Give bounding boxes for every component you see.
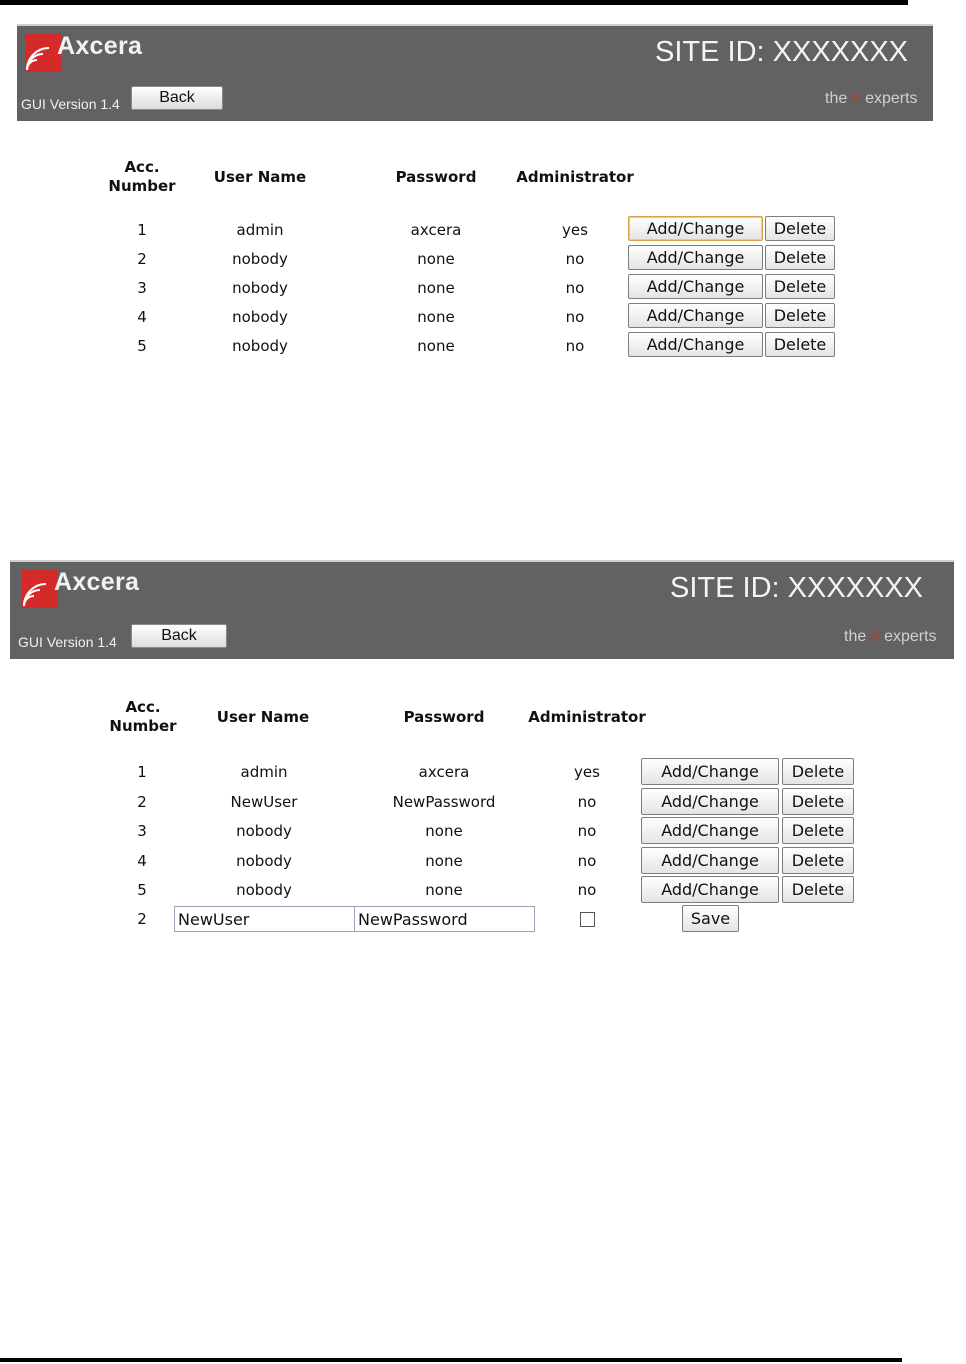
axcera-logo	[22, 570, 139, 608]
column-header-password: Password	[403, 708, 485, 726]
delete-button[interactable]: Delete	[765, 216, 835, 241]
add-change-button[interactable]: Add/Change	[628, 245, 763, 270]
password-cell: axcera	[418, 763, 470, 781]
brand-name: Axcera	[54, 568, 140, 596]
gui-version: GUI Version 1.4	[21, 96, 120, 112]
delete-button[interactable]: Delete	[782, 876, 854, 903]
save-button[interactable]: Save	[682, 905, 739, 932]
axcera-logo-icon	[22, 570, 58, 608]
tagline-mark: #	[851, 90, 861, 107]
administrator-cell: no	[577, 793, 597, 811]
user-name-cell: admin	[236, 221, 284, 239]
administrator-checkbox[interactable]	[580, 912, 595, 927]
acc-number-cell: 1	[137, 221, 147, 239]
administrator-cell: no	[577, 881, 597, 899]
brand-name: Axcera	[57, 32, 143, 60]
column-header-user-name: User Name	[216, 708, 310, 726]
app-header	[17, 24, 933, 121]
user-name-cell: NewUser	[230, 793, 298, 811]
acc-number-cell: 2	[137, 250, 147, 268]
column-header-password: Password	[395, 168, 477, 186]
password-cell: none	[425, 881, 463, 899]
column-header-acc-number	[102, 158, 182, 196]
user-name-cell: nobody	[236, 852, 292, 870]
column-header-acc-line2: Number	[108, 177, 176, 195]
column-header-user-name: User Name	[213, 168, 307, 186]
user-name-cell: nobody	[232, 279, 288, 297]
column-header-administrator: Administrator	[528, 708, 646, 726]
page-top-rule	[0, 0, 908, 5]
back-button[interactable]: Back	[131, 86, 223, 110]
password-cell: NewPassword	[392, 793, 496, 811]
user-name-cell: nobody	[232, 308, 288, 326]
acc-number-cell: 3	[137, 822, 147, 840]
password-cell: none	[417, 337, 455, 355]
acc-number-cell: 2	[137, 793, 147, 811]
delete-button[interactable]: Delete	[765, 245, 835, 270]
user-name-cell: nobody	[236, 822, 292, 840]
acc-number-cell: 4	[137, 308, 147, 326]
acc-number-cell: 4	[137, 852, 147, 870]
user-name-cell: nobody	[232, 250, 288, 268]
column-header-acc-line1: Acc.	[125, 698, 161, 716]
delete-button[interactable]: Delete	[782, 847, 854, 874]
axcera-logo	[25, 34, 142, 72]
site-id: SITE ID: XXXXXXX	[670, 572, 924, 604]
acc-number-cell: 3	[137, 279, 147, 297]
administrator-cell: yes	[574, 763, 600, 781]
column-header-acc-line2: Number	[109, 717, 177, 735]
add-change-button[interactable]: Add/Change	[628, 303, 763, 328]
axcera-logo-icon	[25, 34, 61, 72]
delete-button[interactable]: Delete	[782, 788, 854, 815]
add-change-button[interactable]: Add/Change	[641, 788, 779, 815]
delete-button[interactable]: Delete	[782, 758, 854, 785]
tagline	[825, 90, 918, 108]
tagline-experts: experts	[865, 90, 918, 107]
tagline-the: the	[825, 90, 848, 107]
tagline-mark: #	[870, 628, 880, 645]
password-cell: none	[425, 852, 463, 870]
back-button[interactable]: Back	[131, 624, 227, 648]
delete-button[interactable]: Delete	[782, 817, 854, 844]
administrator-cell: no	[577, 822, 597, 840]
password-cell: none	[425, 822, 463, 840]
add-change-button[interactable]: Add/Change	[628, 274, 763, 299]
administrator-cell: yes	[562, 221, 588, 239]
delete-button[interactable]: Delete	[765, 332, 835, 357]
password-cell: axcera	[410, 221, 462, 239]
administrator-cell: no	[565, 308, 585, 326]
administrator-cell: no	[565, 337, 585, 355]
administrator-cell: no	[565, 279, 585, 297]
new-user-name-input[interactable]	[174, 906, 355, 932]
password-cell: none	[417, 250, 455, 268]
tagline-experts: experts	[884, 628, 937, 645]
tagline	[844, 628, 937, 646]
acc-number-cell: 5	[137, 337, 147, 355]
password-cell: none	[417, 279, 455, 297]
delete-button[interactable]: Delete	[765, 303, 835, 328]
new-password-input[interactable]	[354, 906, 535, 932]
page-bottom-rule	[0, 1358, 902, 1362]
add-change-button[interactable]: Add/Change	[628, 332, 763, 357]
administrator-cell: no	[565, 250, 585, 268]
column-header-acc-line1: Acc.	[124, 158, 160, 176]
column-header-acc-number	[103, 698, 183, 736]
acc-number-cell: 5	[137, 881, 147, 899]
edit-row-acc-number: 2	[137, 910, 147, 928]
add-change-button[interactable]: Add/Change	[628, 216, 763, 241]
user-name-cell: admin	[240, 763, 288, 781]
administrator-cell: no	[577, 852, 597, 870]
password-cell: none	[417, 308, 455, 326]
delete-button[interactable]: Delete	[765, 274, 835, 299]
add-change-button[interactable]: Add/Change	[641, 876, 779, 903]
add-change-button[interactable]: Add/Change	[641, 817, 779, 844]
app-header	[10, 560, 954, 659]
gui-version: GUI Version 1.4	[18, 634, 117, 650]
add-change-button[interactable]: Add/Change	[641, 847, 779, 874]
column-header-administrator: Administrator	[516, 168, 634, 186]
acc-number-cell: 1	[137, 763, 147, 781]
tagline-the: the	[844, 628, 867, 645]
site-id: SITE ID: XXXXXXX	[655, 36, 909, 68]
add-change-button[interactable]: Add/Change	[641, 758, 779, 785]
user-name-cell: nobody	[232, 337, 288, 355]
user-name-cell: nobody	[236, 881, 292, 899]
